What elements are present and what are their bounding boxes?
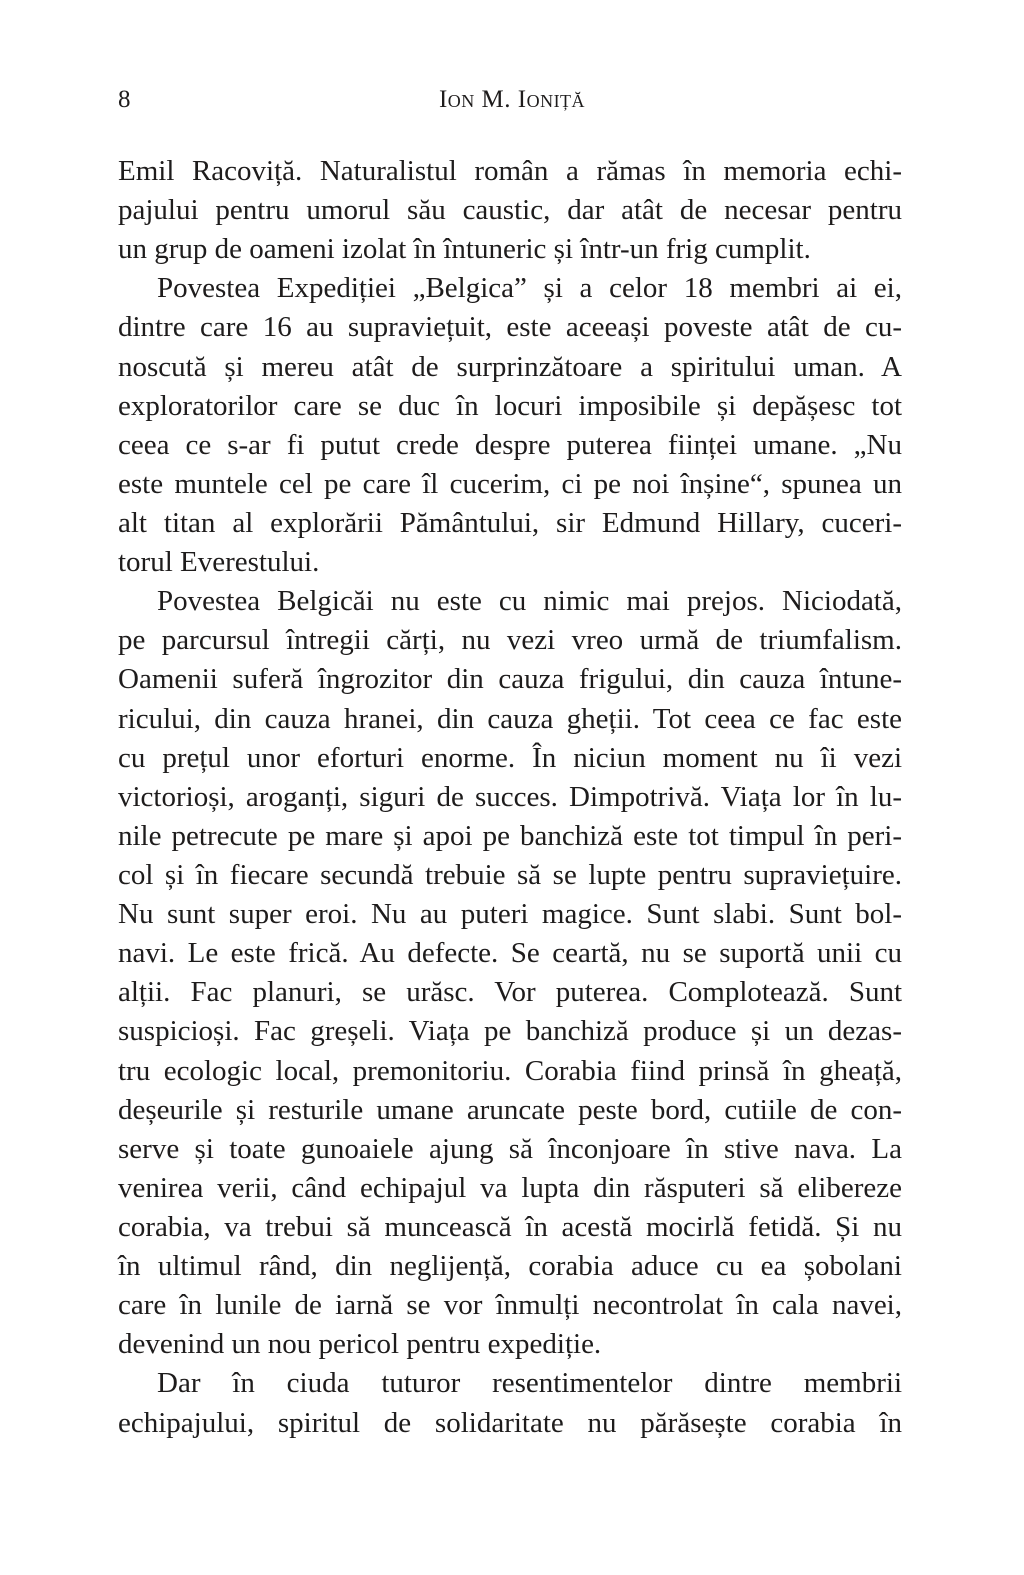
body-text <box>118 152 902 1443</box>
text-line: ceea ce s-ar fi putut crede despre puterea ființei umane. „Nu <box>118 428 902 461</box>
text-line: torul Everestului. <box>118 546 320 579</box>
text-line: în ultimul rând, din neglijență, corabia aduce cu ea șobolani <box>118 1250 902 1283</box>
text-line: dintre care 16 au supraviețuit, este aceeași poveste atât de cu- <box>118 311 902 344</box>
text-line: Dar în ciuda tuturor resentimentelor dintre membrii <box>157 1367 902 1400</box>
text-line: pe parcursul întregii cărți, nu vezi vreo urmă de triumfalism. <box>118 624 902 657</box>
paragraph <box>118 1364 902 1442</box>
text-line: care în lunile de iarnă se vor înmulți necontrolat în cala navei, <box>118 1289 902 1322</box>
text-line: venirea verii, când echipajul va lupta din răsputeri să elibereze <box>118 1171 902 1204</box>
text-line: victorioși, aroganți, siguri de succes. Dimpotrivă. Viața lor în lu- <box>118 780 902 813</box>
text-line: Nu sunt super eroi. Nu au puteri magice. Sunt slabi. Sunt bol- <box>118 898 902 931</box>
text-line: Povestea Belgicăi nu este cu nimic mai prejos. Niciodată, <box>157 585 902 618</box>
text-line: pajului pentru umorul său caustic, dar atât de necesar pentru <box>118 194 902 227</box>
text-line: Oamenii suferă îngrozitor din cauza frigului, din cauza întune- <box>118 663 902 696</box>
text-line: Povestea Expediției „Belgica” și a celor 18 membri ai ei, <box>157 272 902 305</box>
text-line: noscută și mereu atât de surprinzătoare a spiritului uman. A <box>118 350 902 383</box>
text-line: ricului, din cauza hranei, din cauza gheții. Tot ceea ce fac este <box>118 702 902 735</box>
text-line: col și în fiecare secundă trebuie să se lupte pentru supraviețuire. <box>118 858 902 891</box>
text-line: este muntele cel pe care îl cucerim, ci pe noi înșine“, spunea un <box>118 467 902 500</box>
text-line: echipajului, spiritul de solidaritate nu părăsește corabia în <box>118 1406 902 1439</box>
text-line: Emil Racoviță. Naturalistul român a rămas în memoria echi- <box>118 155 902 187</box>
text-line: devenind un nou pericol pentru expediție. <box>118 1328 602 1361</box>
text-line: cu prețul unor eforturi enorme. În niciun moment nu îi vezi <box>118 741 902 774</box>
text-line: corabia, va trebui să muncească în acestă mocirlă fetidă. Și nu <box>118 1210 902 1243</box>
text-line: deșeurile și resturile umane aruncate peste bord, cutiile de con- <box>118 1093 902 1126</box>
text-line: suspicioși. Fac greșeli. Viața pe banchiză produce și un dezas- <box>118 1015 902 1048</box>
paragraph <box>118 152 902 269</box>
text-line: serve și toate gunoaiele ajung să înconjoare în stive nava. La <box>118 1132 902 1165</box>
text-line: nile petrecute pe mare și apoi pe banchiză este tot timpul în peri- <box>118 819 902 852</box>
text-line: navi. Le este frică. Au defecte. Se ceartă, nu se suportă unii cu <box>118 937 902 970</box>
text-line: un grup de oameni izolat în întuneric și într-un frig cumplit. <box>118 233 811 266</box>
text-line: exploratorilor care se duc în locuri imposibile și depășesc tot <box>118 389 902 422</box>
paragraph <box>118 269 902 582</box>
paragraph <box>118 582 902 1364</box>
text-line: tru ecologic local, premonitoriu. Corabia fiind prinsă în gheață, <box>118 1054 902 1087</box>
text-line: alții. Fac planuri, se urăsc. Vor puterea. Complotează. Sunt <box>118 976 902 1009</box>
page-number: 8 <box>118 86 131 113</box>
running-head: Ion M. Ioniță <box>438 86 586 113</box>
text-line: alt titan al explorării Pământului, sir Edmund Hillary, cuceri- <box>118 506 902 539</box>
